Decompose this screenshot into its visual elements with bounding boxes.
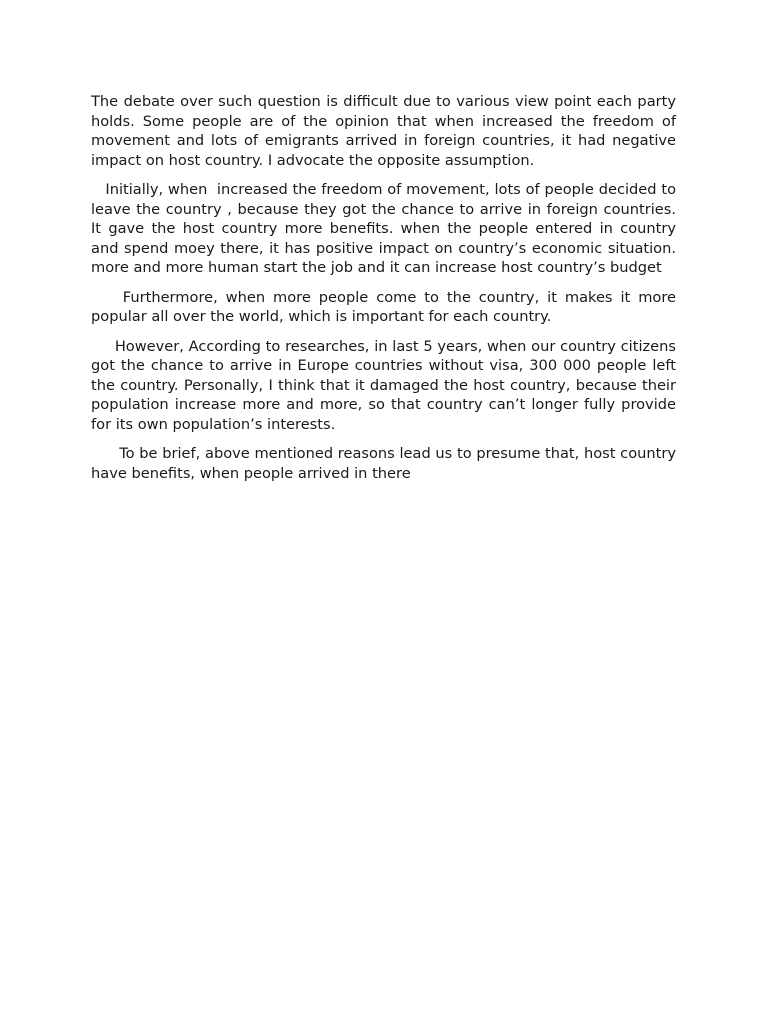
paragraph-conclusion: To be brief, above mentioned reasons lead us to presume that, host country have benefits, when people arrived in there (91, 445, 681, 482)
paragraph-intro: The debate over such question is difficult due to various view point each party holds. Some people are of the opinion that when increased the freedom of movement and lots of emigrants arrived in foreign countries, it had negative impact on host country. I advocate the opposite assumption. (91, 93, 681, 169)
paragraph-initially: Initially, when increased the freedom of movement, lots of people decided to leave the country , because they got the chance to arrive in foreign countries. It gave the host country more benefits. when the people entered in country and spend moey there, it has positive impact on country’s economic situation. more and more human start the job and it can increase host country’s budget (91, 181, 681, 276)
paragraph-furthermore: Furthermore, when more people come to the country, it makes it more popular all over the world, which is important for each country. (91, 288, 681, 325)
paragraph-however: However, According to researches, in last 5 years, when our country citizens got the chance to arrive in Europe countries without visa, 300 000 people left the country. Personally, I think that it damaged the host country, because their population increase more and more, so that country can’t longer fully provide for its own population’s interests. (91, 337, 681, 433)
document-body (91, 92, 681, 493)
